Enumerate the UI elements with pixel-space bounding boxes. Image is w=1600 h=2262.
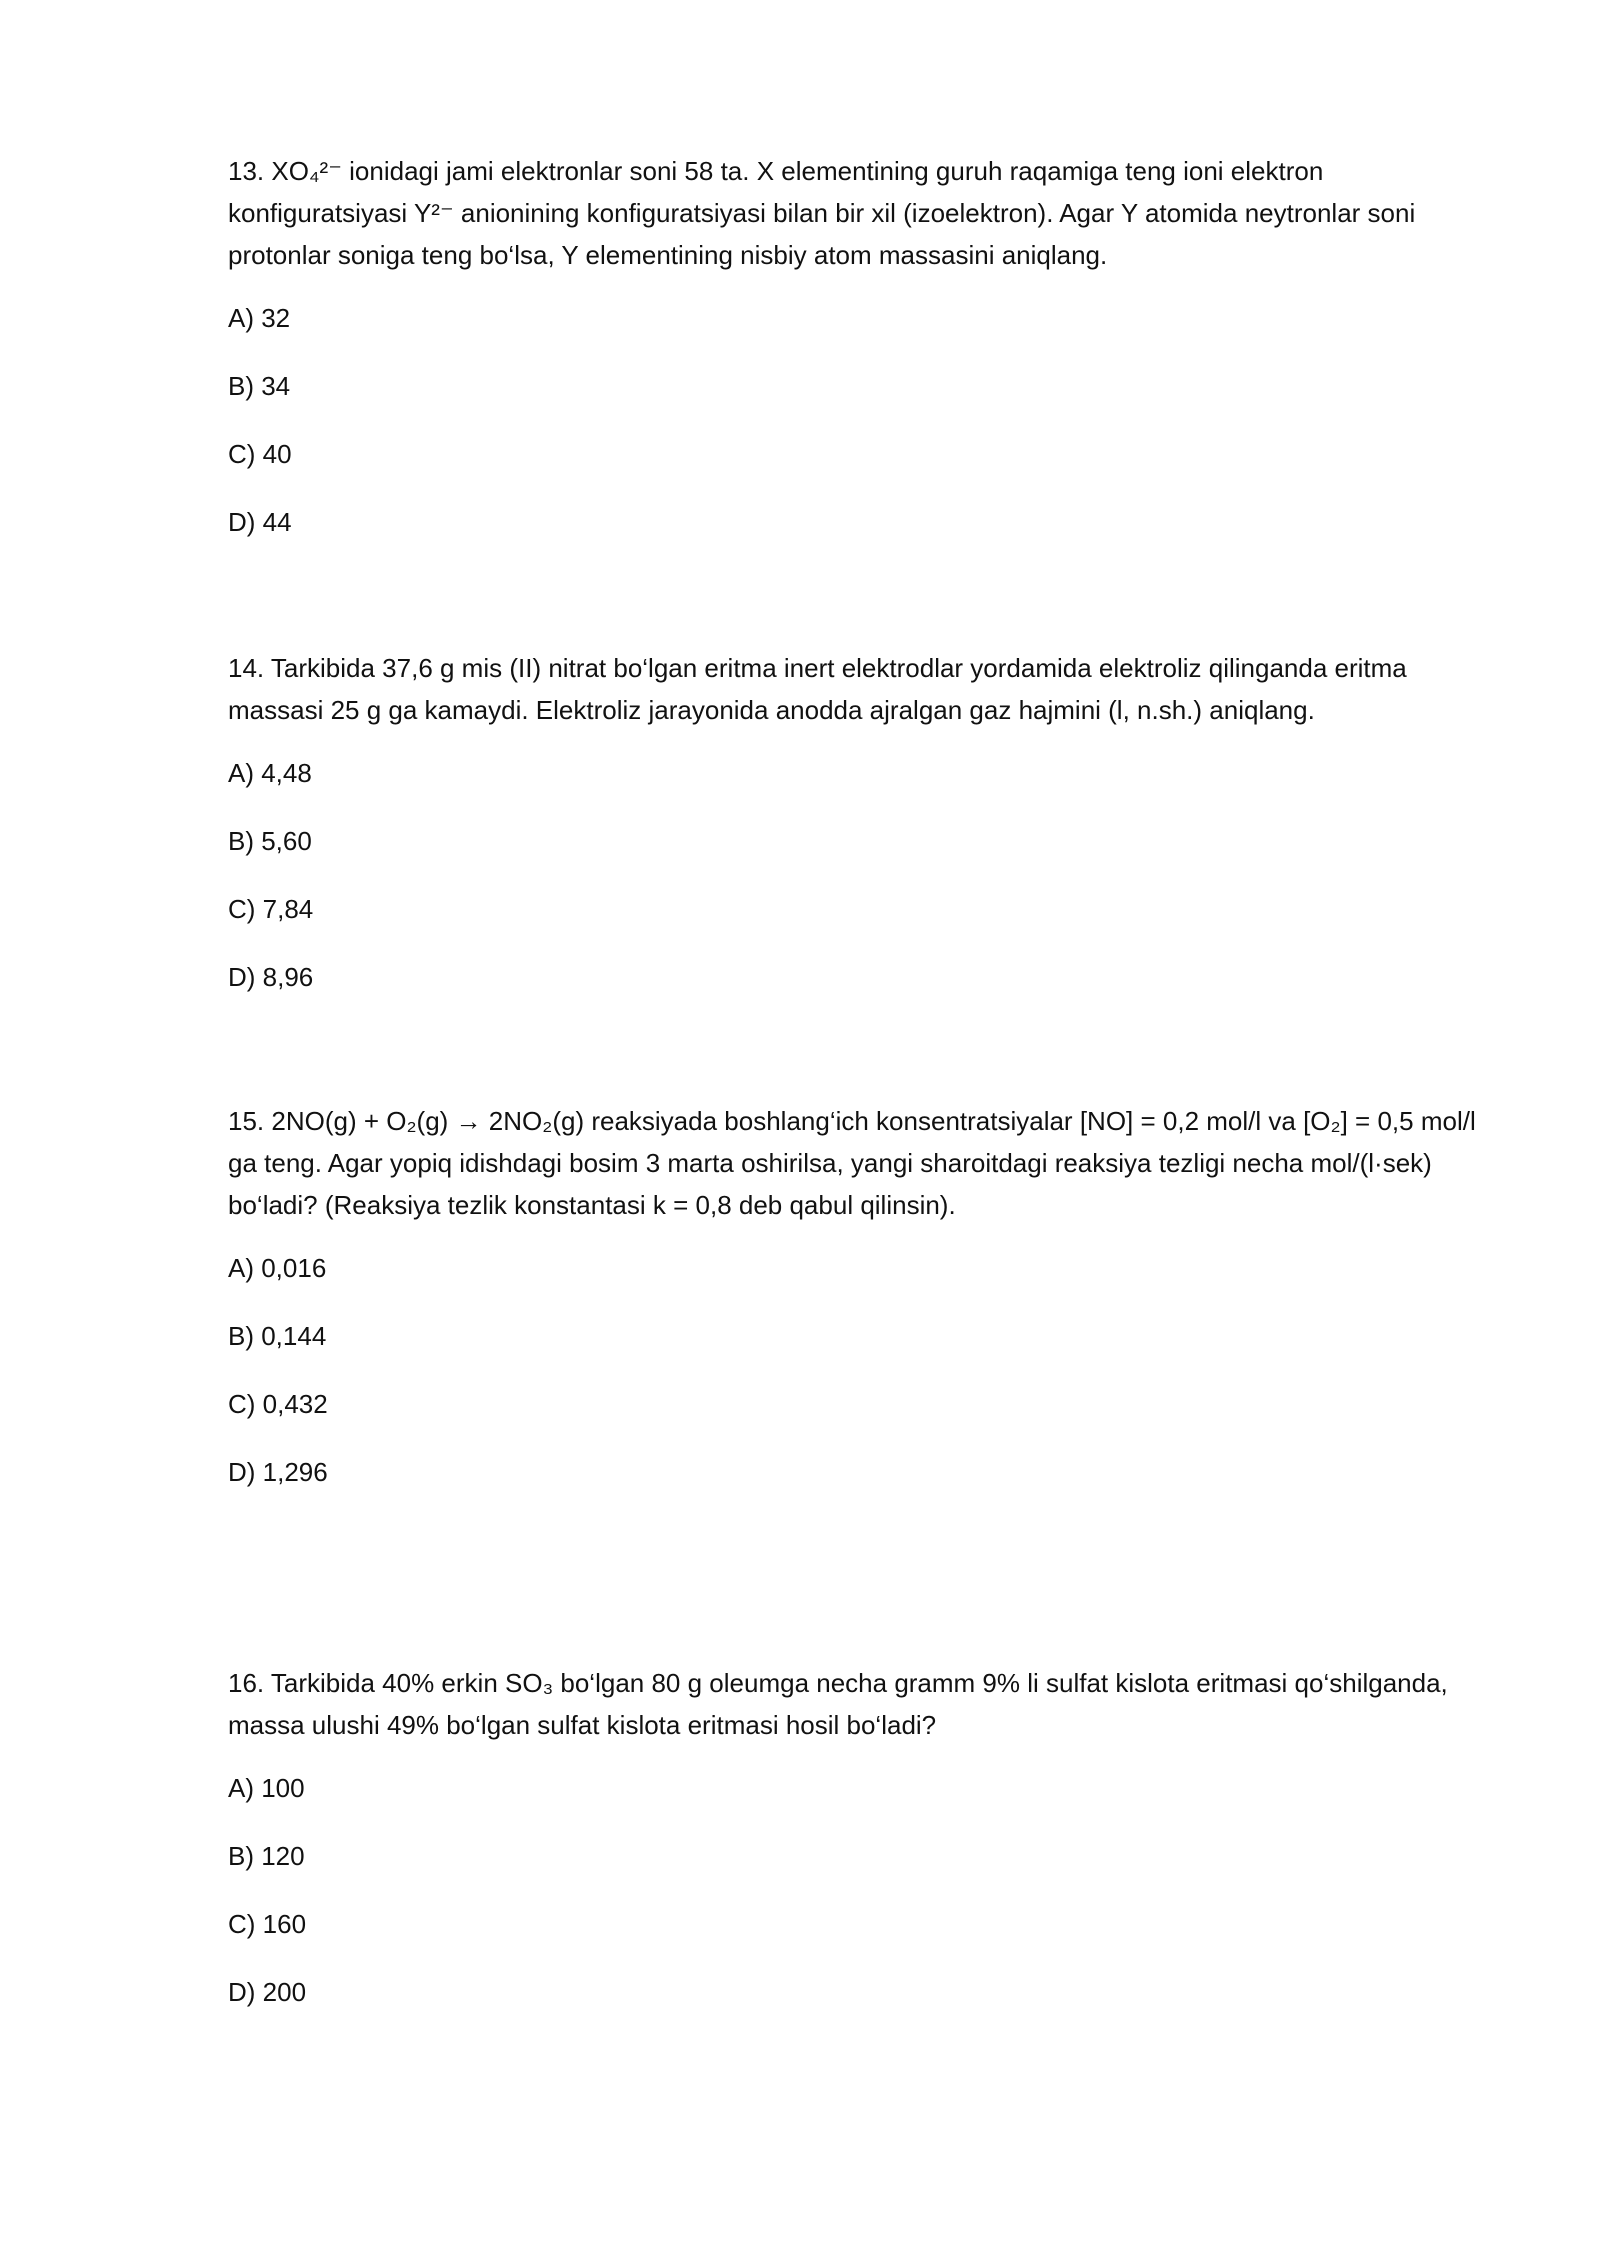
answer-options: [228, 1772, 1490, 2008]
option-a: A) 32: [228, 303, 291, 333]
option-d: D) 1,296: [228, 1457, 328, 1487]
option-d: D) 44: [228, 507, 292, 537]
answer-options: [228, 1252, 1490, 1488]
option-d: D) 8,96: [228, 962, 314, 992]
option-d: D) 200: [228, 1977, 307, 2007]
question-15: [228, 1100, 1490, 1488]
option-a: A) 4,48: [228, 758, 312, 788]
option-c: C) 40: [228, 439, 292, 469]
option-b: B) 34: [228, 371, 291, 401]
question-14: [228, 647, 1490, 993]
question-text: 16. Tarkibida 40% erkin SO₃ bo‘lgan 80 g oleumga necha gramm 9% li sulfat kislota eritmasi qo‘shilganda, massa ulushi 49% bo‘lgan sulfat kislota eritmasi hosil bo‘ladi?: [228, 1668, 1448, 1740]
option-c: C) 160: [228, 1909, 307, 1939]
question-text: 14. Tarkibida 37,6 g mis (II) nitrat bo‘lgan eritma inert elektrodlar yordamida elektroliz qilinganda eritma massasi 25 g ga kamaydi. Elektroliz jarayonida anodda ajralgan gaz hajmini (l, n.sh.) aniqlang.: [228, 653, 1407, 725]
option-c: C) 0,432: [228, 1389, 328, 1419]
option-c: C) 7,84: [228, 894, 314, 924]
question-16: [228, 1662, 1490, 2008]
answer-options: [228, 757, 1490, 993]
option-b: B) 5,60: [228, 826, 312, 856]
question-text: 13. XO₄²⁻ ionidagi jami elektronlar soni 58 ta. X elementining guruh raqamiga teng ioni elektron konfiguratsiyasi Y²⁻ anionining konfiguratsiyasi bilan bir xil (izoelektron). Agar Y atomida neytronlar soni protonlar soniga teng bo‘lsa, Y elementining nisbiy atom massasini aniqlang.: [228, 156, 1416, 270]
option-a: A) 0,016: [228, 1253, 327, 1283]
option-b: B) 120: [228, 1841, 305, 1871]
answer-options: [228, 302, 1490, 538]
option-a: A) 100: [228, 1773, 305, 1803]
question-text: 15. 2NO(g) + O₂(g) → 2NO₂(g) reaksiyada boshlang‘ich konsentratsiyalar [NO] = 0,2 mol/l va [O₂] = 0,5 mol/l ga teng. Agar yopiq idishdagi bosim 3 marta oshirilsa, yangi sharoitdagi reaksiya tezligi necha mol/(l·sek) bo‘ladi? (Reaksiya tezlik konstantasi k = 0,8 deb qabul qilinsin).: [228, 1106, 1476, 1220]
question-13: [228, 150, 1490, 538]
option-b: B) 0,144: [228, 1321, 327, 1351]
